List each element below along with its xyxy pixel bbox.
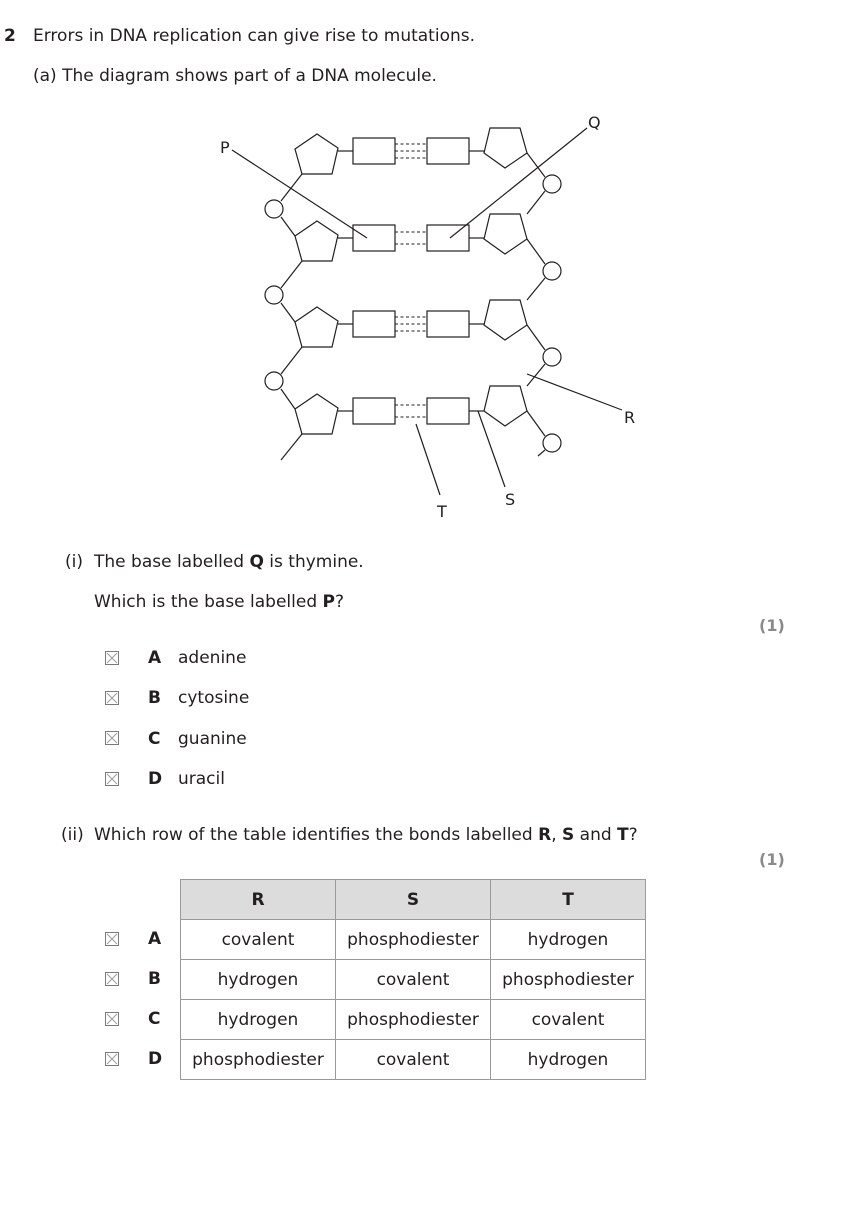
left-phosphate-2: [265, 286, 283, 304]
label-R: R: [624, 408, 636, 427]
row-a-checkbox[interactable]: [105, 932, 119, 946]
header-R: R: [181, 880, 336, 920]
right-sugar-3: [484, 300, 527, 340]
table-cell: hydrogen: [491, 1040, 646, 1080]
right-base-2: [427, 225, 469, 251]
option-b-letter: B: [148, 688, 161, 708]
table-cell: covalent: [336, 960, 491, 1000]
table-header-row: [181, 880, 646, 920]
option-a-letter: A: [148, 648, 162, 668]
left-base-3: [353, 311, 395, 337]
right-phosphate-3: [543, 348, 561, 366]
option-d-letter: D: [148, 769, 163, 789]
row-b-checkbox[interactable]: [105, 972, 119, 986]
left-phosphate-3: [265, 372, 283, 390]
row-d-letter: D: [148, 1049, 163, 1069]
right-sugar-2: [484, 214, 527, 254]
right-base-3: [427, 311, 469, 337]
row-d-checkbox[interactable]: [105, 1052, 119, 1066]
right-phosphate-4: [543, 434, 561, 452]
part-ii-marks: (1): [759, 850, 785, 869]
leader-Q: [450, 128, 587, 238]
table-cell: hydrogen: [181, 960, 336, 1000]
question-number: 2: [4, 26, 16, 46]
left-sugar-1: [295, 134, 338, 174]
row-c-checkbox[interactable]: [105, 1012, 119, 1026]
option-c-text: guanine: [178, 729, 247, 749]
table-row: [181, 1000, 646, 1040]
table-cell: phosphodiester: [181, 1040, 336, 1080]
right-phosphate-1: [543, 175, 561, 193]
label-P: P: [220, 138, 230, 157]
table-cell: phosphodiester: [336, 1000, 491, 1040]
table-row: [181, 1040, 646, 1080]
part-a-text: (a) The diagram shows part of a DNA molecule.: [33, 66, 437, 86]
header-S: S: [336, 880, 491, 920]
option-d-text: uracil: [178, 769, 225, 789]
table-cell: phosphodiester: [491, 960, 646, 1000]
table-cell: hydrogen: [181, 1000, 336, 1040]
option-b-text: cytosine: [178, 688, 250, 708]
table-cell: phosphodiester: [336, 920, 491, 960]
leader-R: [527, 374, 622, 410]
table-row: [181, 960, 646, 1000]
label-S: S: [505, 490, 516, 509]
table-row: [181, 920, 646, 960]
table-cell: covalent: [491, 1000, 646, 1040]
bonds-table: [180, 879, 646, 1080]
left-base-2: [353, 225, 395, 251]
part-i-question: Which is the base labelled P?: [94, 592, 345, 612]
left-base-1: [353, 138, 395, 164]
row-a-letter: A: [148, 929, 162, 949]
row-b-letter: B: [148, 969, 161, 989]
option-a-checkbox[interactable]: [105, 651, 119, 665]
left-base-4: [353, 398, 395, 424]
label-Q: Q: [588, 113, 601, 132]
right-base-4: [427, 398, 469, 424]
part-ii-number: (ii): [61, 825, 84, 845]
table-cell: hydrogen: [491, 920, 646, 960]
part-i-marks: (1): [759, 616, 785, 635]
row-c-letter: C: [148, 1009, 161, 1029]
question-stem: Errors in DNA replication can give rise to mutations.: [33, 26, 476, 46]
right-phosphate-2: [543, 262, 561, 280]
right-base-1: [427, 138, 469, 164]
left-sugar-4: [295, 394, 338, 434]
right-sugar-4: [484, 386, 527, 426]
table-cell: covalent: [181, 920, 336, 960]
option-c-letter: C: [148, 729, 161, 749]
part-i-number: (i): [65, 552, 83, 572]
option-a-text: adenine: [178, 648, 247, 668]
part-i-line1: The base labelled Q is thymine.: [94, 552, 364, 572]
right-sugar-1: [484, 128, 527, 168]
dna-diagram: [0, 0, 858, 540]
left-sugar-3: [295, 307, 338, 347]
leader-T: [416, 424, 440, 495]
left-phosphate-1: [265, 200, 283, 218]
label-T: T: [437, 502, 447, 521]
option-d-checkbox[interactable]: [105, 772, 119, 786]
option-b-checkbox[interactable]: [105, 691, 119, 705]
table-cell: covalent: [336, 1040, 491, 1080]
option-c-checkbox[interactable]: [105, 731, 119, 745]
left-sugar-2: [295, 221, 338, 261]
header-T: T: [491, 880, 646, 920]
part-ii-question: Which row of the table identifies the bonds labelled R, S and T?: [94, 825, 638, 845]
